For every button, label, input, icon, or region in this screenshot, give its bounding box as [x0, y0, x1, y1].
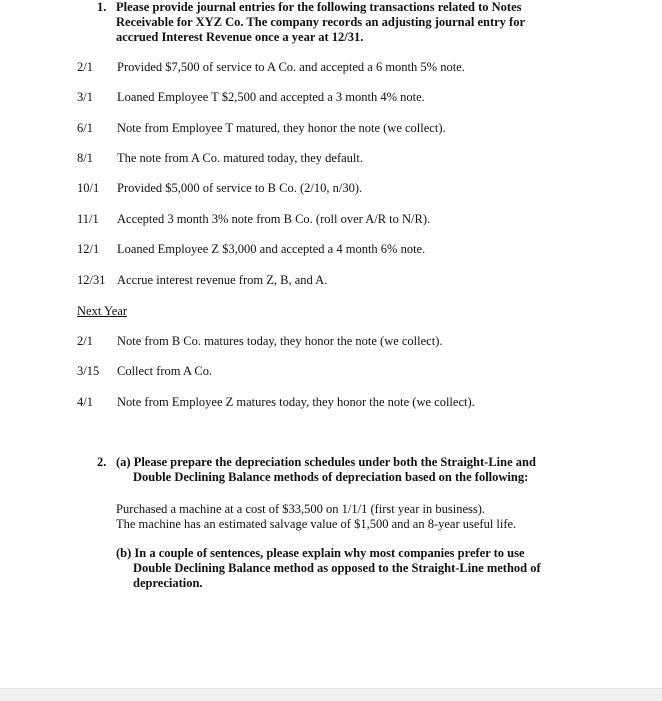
transaction-description: Note from B Co. matures today, they honor the note (we collect). [117, 334, 443, 348]
transaction-date: 3/15 [77, 364, 100, 378]
transaction-description: Provided $7,500 of service to A Co. and accepted a 6 month 5% note. [117, 60, 465, 74]
transaction-description: Collect from A Co. [117, 364, 213, 378]
transaction-description: Note from Employee Z matures today, they honor the note (we collect). [117, 395, 475, 409]
transaction-date: 4/1 [77, 395, 93, 409]
question-2-part-b-line: depreciation. [133, 576, 203, 590]
transaction-description: Note from Employee T matured, they honor the note (we collect). [117, 121, 446, 135]
transaction-description: Accepted 3 month 3% note from B Co. (roll over A/R to N/R). [117, 212, 431, 226]
page-bottom-edge [0, 688, 662, 701]
transaction-date: 8/1 [77, 151, 93, 165]
question-2-part-b [116, 546, 541, 591]
question-2-part-b-line: Double Declining Balance method as opposed to the Straight-Line method of [133, 561, 541, 575]
question-1-number: 1. [97, 0, 107, 14]
machine-details-line: The machine has an estimated salvage value of $1,500 and an 8-year useful life. [116, 517, 517, 531]
question-2-part-a-line: (a) Please prepare the depreciation schedules under both the Straight-Line and [116, 455, 536, 469]
transaction-date: 3/1 [77, 90, 93, 104]
transaction-date: 2/1 [77, 334, 93, 348]
transaction-date: 12/31 [77, 273, 106, 287]
question-2-part-b-line: (b) In a couple of sentences, please explain why most companies prefer to use [116, 546, 525, 560]
question-2-part-a [116, 455, 536, 485]
transaction-date: 12/1 [77, 242, 100, 256]
transaction-date: 6/1 [77, 121, 93, 135]
question-1-heading-line: Please provide journal entries for the following transactions related to Notes [116, 0, 522, 14]
transaction-date: 11/1 [77, 212, 99, 226]
question-1-heading-line: accrued Interest Revenue once a year at 12/31. [116, 30, 364, 44]
transaction-description: The note from A Co. matured today, they default. [117, 151, 364, 165]
machine-details [116, 502, 516, 532]
transaction-description: Provided $5,000 of service to B Co. (2/10, n/30). [117, 181, 363, 195]
transaction-date: 2/1 [77, 60, 93, 74]
question-2-part-a-line: Double Declining Balance methods of depreciation based on the following: [133, 470, 529, 484]
transaction-description: Accrue interest revenue from Z, B, and A. [117, 273, 328, 287]
question-2-number: 2. [97, 455, 107, 469]
transaction-description: Loaned Employee T $2,500 and accepted a 3 month 4% note. [117, 90, 425, 104]
question-1-heading [116, 0, 525, 45]
question-1-heading-line: Receivable for XYZ Co. The company records an adjusting journal entry for [116, 15, 526, 29]
machine-details-line: Purchased a machine at a cost of $33,500 on 1/1/1 (first year in business). [116, 502, 486, 516]
transaction-description: Loaned Employee Z $3,000 and accepted a 4 month 6% note. [117, 242, 426, 256]
next-year-heading: Next Year [77, 304, 127, 318]
transaction-date: 10/1 [77, 181, 100, 195]
